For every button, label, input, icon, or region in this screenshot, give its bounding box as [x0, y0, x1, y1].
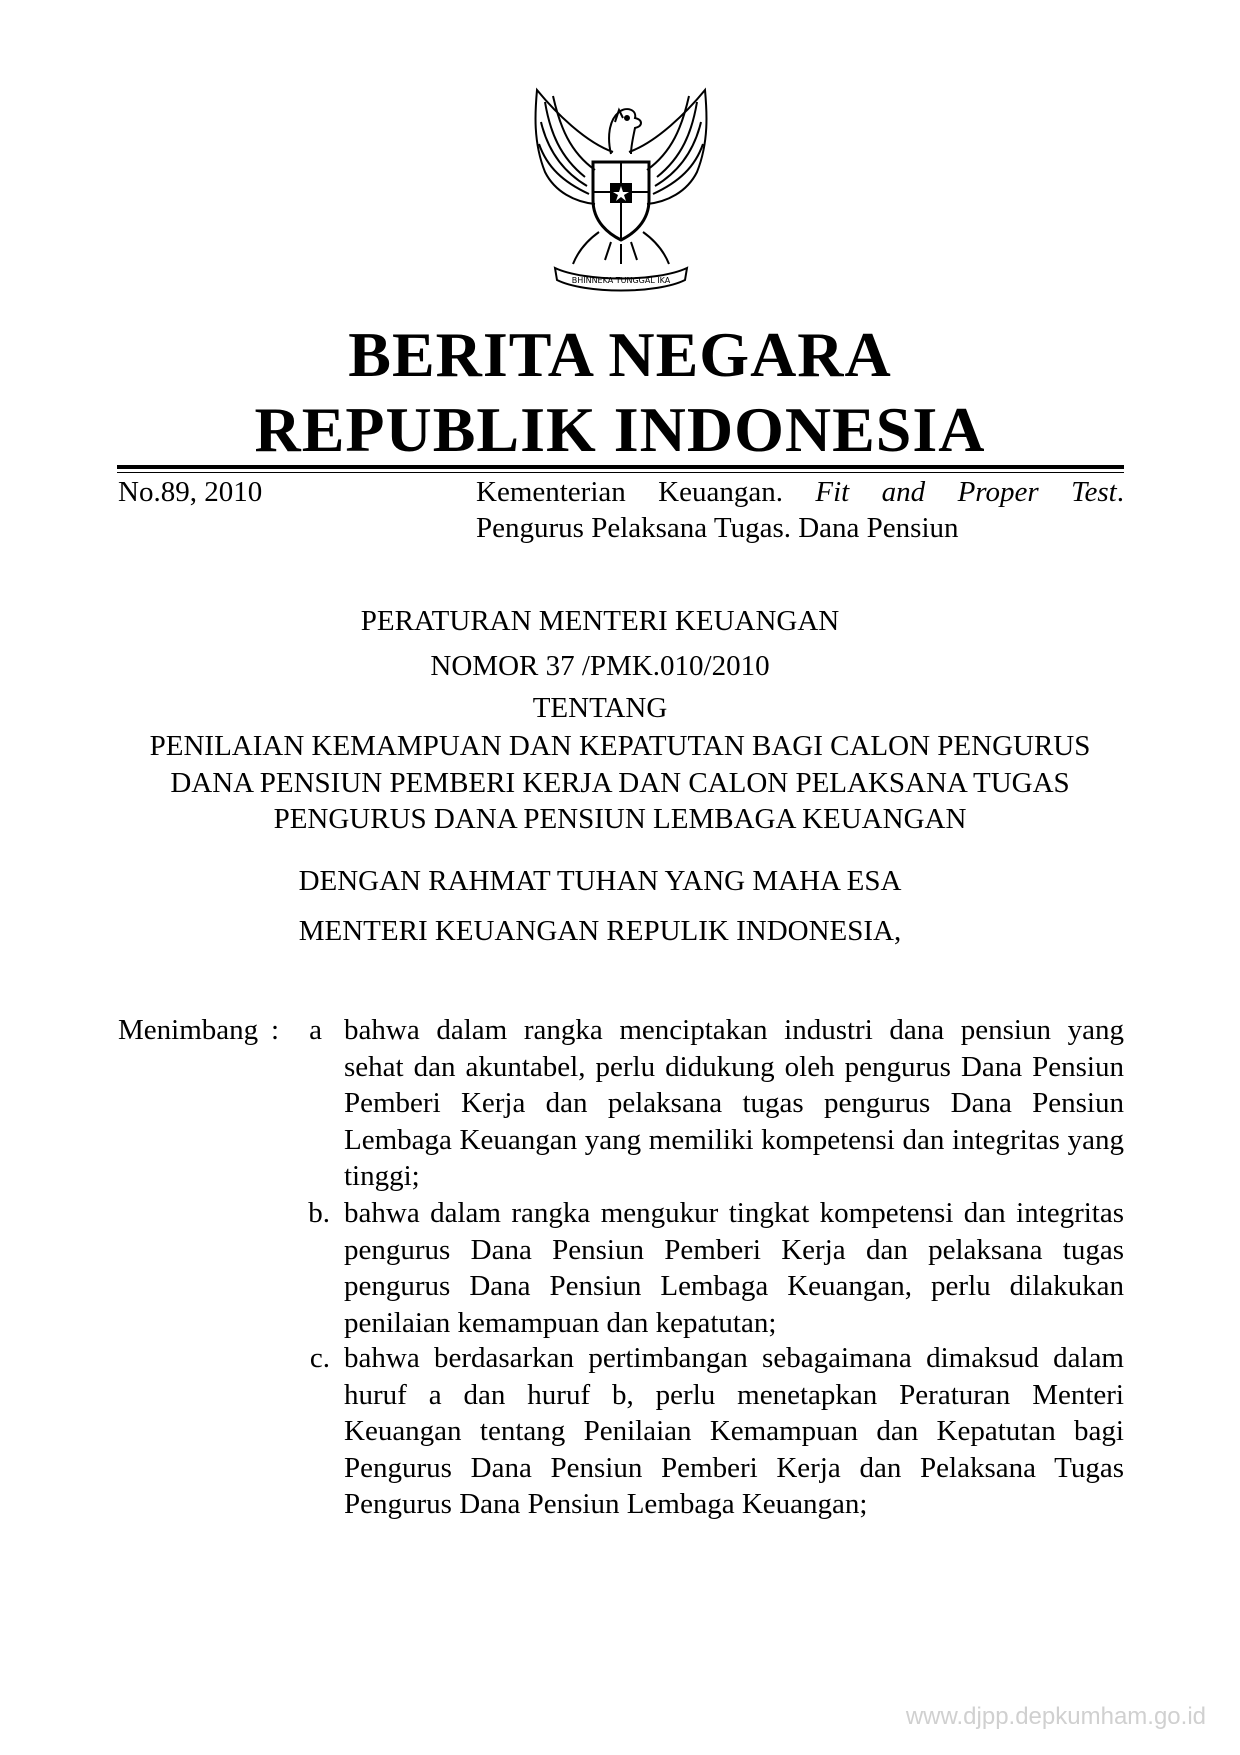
consideration-letter: b. — [308, 1197, 330, 1229]
considering-label: Menimbang — [118, 1014, 259, 1046]
regulation-title: PERATURAN MENTERI KEUANGAN — [360, 605, 840, 637]
considering-colon: : — [271, 1014, 280, 1046]
regulation-subject-line2: DANA PENSIUN PEMBERI KERJA DAN CALON PELAKSANA TUGAS — [170, 767, 1070, 799]
blessing-line: DENGAN RAHMAT TUHAN YANG MAHA ESA — [298, 865, 902, 897]
issue-description-line2: Pengurus Pelaksana Tugas. Dana Pensiun — [476, 512, 959, 544]
consideration-text: bahwa dalam rangka menciptakan industri dana pensiun yang sehat dan akuntabel, perlu didukung oleh pengurus Dana Pensiun Pemberi Kerja dan pelaksana tugas pengurus Dana Pensiun Lembaga Keuangan yang memiliki kompetensi dan integritas yang tinggi; — [344, 1014, 1124, 1192]
header-rule — [117, 465, 1124, 469]
issue-description-line1 — [476, 474, 1124, 510]
minister-line: MENTERI KEUANGAN REPULIK INDONESIA, — [298, 915, 902, 947]
regulation-subject-line1: PENILAIAN KEMAMPUAN DAN KEPATUTAN BAGI CALON PENGURUS — [149, 730, 1091, 762]
source-watermark: www.djpp.depkumham.go.id — [905, 1703, 1206, 1730]
consideration-letter: c. — [309, 1342, 330, 1374]
regulation-about: TENTANG — [532, 692, 668, 724]
issue-description-text: Kementerian Keuangan. Fit and Proper Test. — [476, 476, 1124, 508]
masthead-title: BERITA NEGARA — [348, 319, 892, 390]
issue-number: No.89, 2010 — [118, 476, 263, 508]
emblem-motto: BHINNEKA TUNGGAL IKA — [571, 276, 671, 285]
consideration-text: bahwa dalam rangka mengukur tingkat kompetensi dan integritas pengurus Dana Pensiun Pemberi Kerja dan pelaksana tugas pengurus Dana Pensiun Lembaga Keuangan, perlu dilakukan penilaian kemampuan dan kepatutan; — [344, 1197, 1124, 1339]
fit-proper-test-italic: Fit and Proper Test — [815, 476, 1117, 508]
garuda-emblem-icon — [515, 82, 727, 298]
regulation-subject-line3: PENGURUS DANA PENSIUN LEMBAGA KEUANGAN — [273, 803, 967, 835]
header-rule-thin — [117, 472, 1124, 473]
regulation-number: NOMOR 37 /PMK.010/2010 — [430, 650, 770, 682]
consideration-text: bahwa berdasarkan pertimbangan sebagaimana dimaksud dalam huruf a dan huruf b, perlu menetapkan Peraturan Menteri Keuangan tentang Penilaian Kemampuan dan Kepatutan bagi Pengurus Dana Pensiun Pemberi Kerja dan Pelaksana Tugas Pengurus Dana Pensiun Lembaga Keuangan; — [344, 1342, 1124, 1520]
masthead-subtitle: REPUBLIK INDONESIA — [254, 394, 986, 465]
consideration-letter: a — [309, 1014, 322, 1046]
